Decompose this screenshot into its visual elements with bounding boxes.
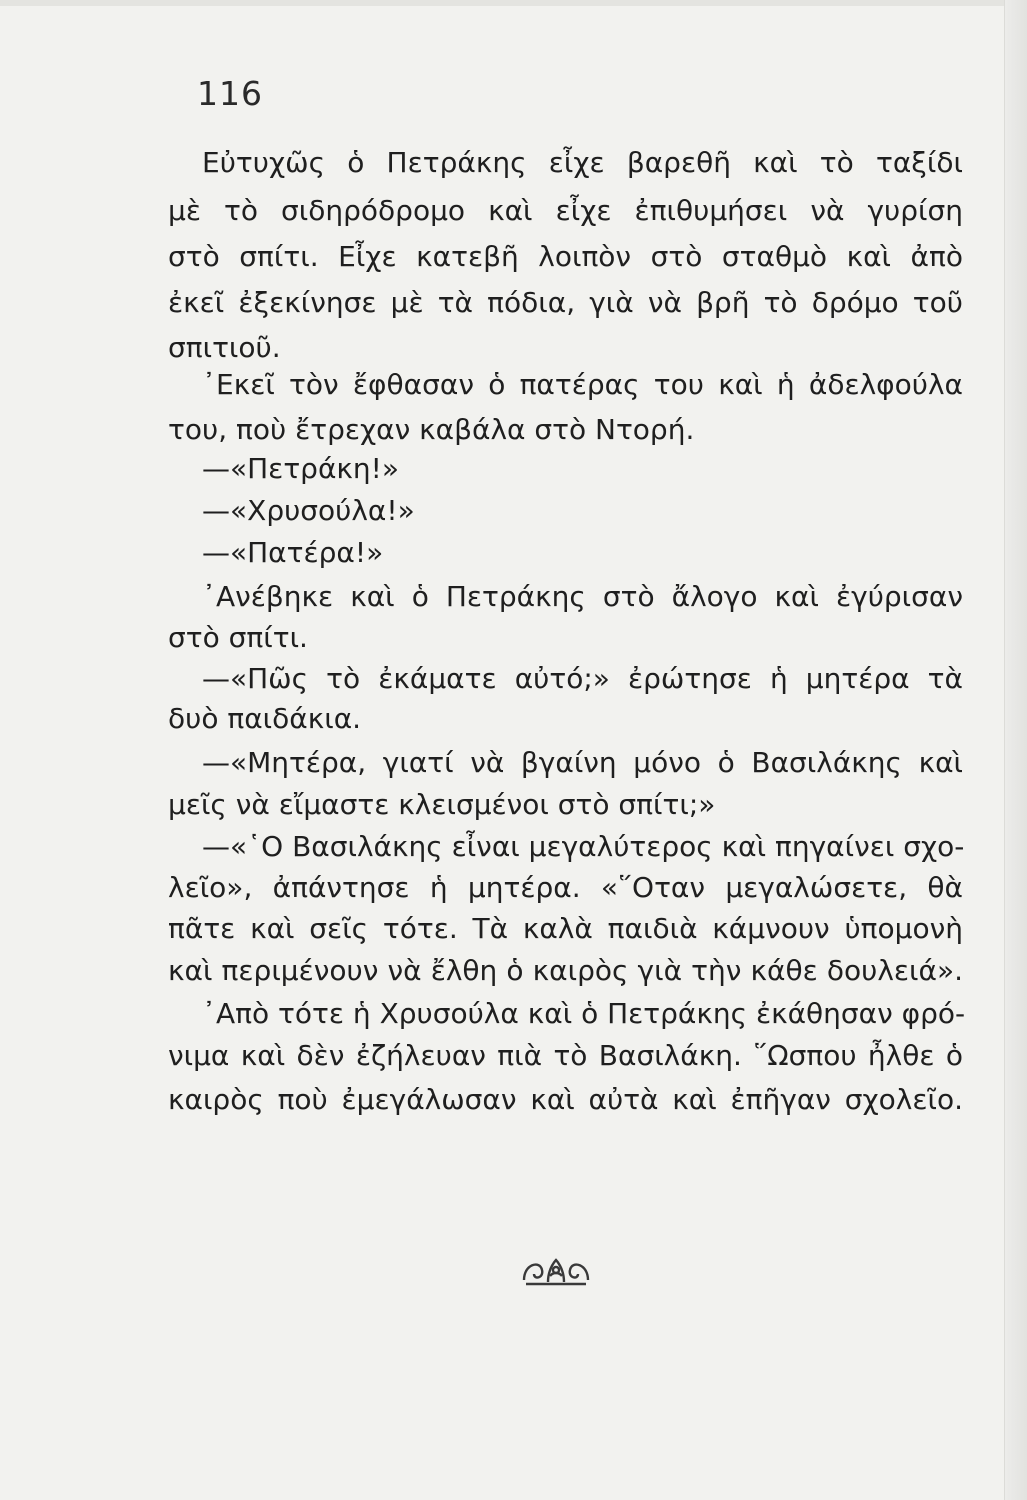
text-line: μὲ τὸ σιδηρόδρομο καὶ εἶχε ἐπιθυμήσει νὰ γυρίση bbox=[168, 194, 963, 227]
text-line: —«Μητέρα, γιατί νὰ βγαίνη μόνο ὁ Βασιλάκης καὶ bbox=[202, 746, 963, 779]
text-line: μεῖς νὰ εἴμαστε κλεισμένοι στὸ σπίτι;» bbox=[168, 788, 716, 821]
page-right-edge bbox=[1004, 0, 1027, 1500]
text-line: καὶ περιμένουν νὰ ἔλθη ὁ καιρὸς γιὰ τὴν κάθε δουλειά». bbox=[168, 954, 963, 987]
text-line: δυὸ παιδάκια. bbox=[168, 702, 362, 735]
text-line: νιμα καὶ δὲν ἐζήλευαν πιὰ τὸ Βασιλάκη. ῞Ωσπου ἦλθε ὁ bbox=[168, 1039, 963, 1072]
text-line: σπιτιοῦ. bbox=[168, 331, 281, 364]
text-line: —«῾Ο Βασιλάκης εἶναι μεγαλύτερος καὶ πηγαίνει σχο- bbox=[202, 830, 965, 863]
page-number: 116 bbox=[197, 74, 263, 113]
page-top-edge bbox=[0, 0, 1027, 6]
text-line: λεῖο», ἀπάντησε ἡ μητέρα. «῞Οταν μεγαλώσετε, θὰ bbox=[168, 871, 963, 904]
text-line: —«Πῶς τὸ ἐκάματε αὐτό;» ἐρώτησε ἡ μητέρα τὰ bbox=[202, 662, 963, 695]
floral-ornament-icon bbox=[520, 1250, 592, 1290]
text-line: ἐκεῖ ἐξεκίνησε μὲ τὰ πόδια, γιὰ νὰ βρῆ τὸ δρόμο τοῦ bbox=[168, 286, 963, 319]
text-line: του, ποὺ ἔτρεχαν καβάλα στὸ Ντορή. bbox=[168, 413, 695, 446]
text-line: —«Πατέρα!» bbox=[202, 536, 384, 569]
text-line: καιρὸς ποὺ ἐμεγάλωσαν καὶ αὐτὰ καὶ ἐπῆγαν σχολεῖο. bbox=[168, 1083, 963, 1116]
text-line: Εὐτυχῶς ὁ Πετράκης εἶχε βαρεθῆ καὶ τὸ ταξίδι bbox=[202, 146, 963, 179]
text-line: πᾶτε καὶ σεῖς τότε. Τὰ καλὰ παιδιὰ κάμνουν ὑπομονὴ bbox=[168, 912, 963, 945]
text-line: ᾿Εκεῖ τὸν ἔφθασαν ὁ πατέρας του καὶ ἡ ἀδελφούλα bbox=[202, 368, 963, 401]
text-line: ᾿Απὸ τότε ἡ Χρυσούλα καὶ ὁ Πετράκης ἐκάθησαν φρό- bbox=[202, 997, 966, 1030]
text-line: —«Πετράκη!» bbox=[202, 452, 400, 485]
text-line: ᾿Ανέβηκε καὶ ὁ Πετράκης στὸ ἄλογο καὶ ἐγύρισαν bbox=[202, 580, 963, 613]
text-line: —«Χρυσούλα!» bbox=[202, 494, 415, 527]
text-line: στὸ σπίτι. Εἶχε κατεβῆ λοιπὸν στὸ σταθμὸ καὶ ἀπὸ bbox=[168, 240, 963, 273]
text-line: στὸ σπίτι. bbox=[168, 621, 308, 654]
